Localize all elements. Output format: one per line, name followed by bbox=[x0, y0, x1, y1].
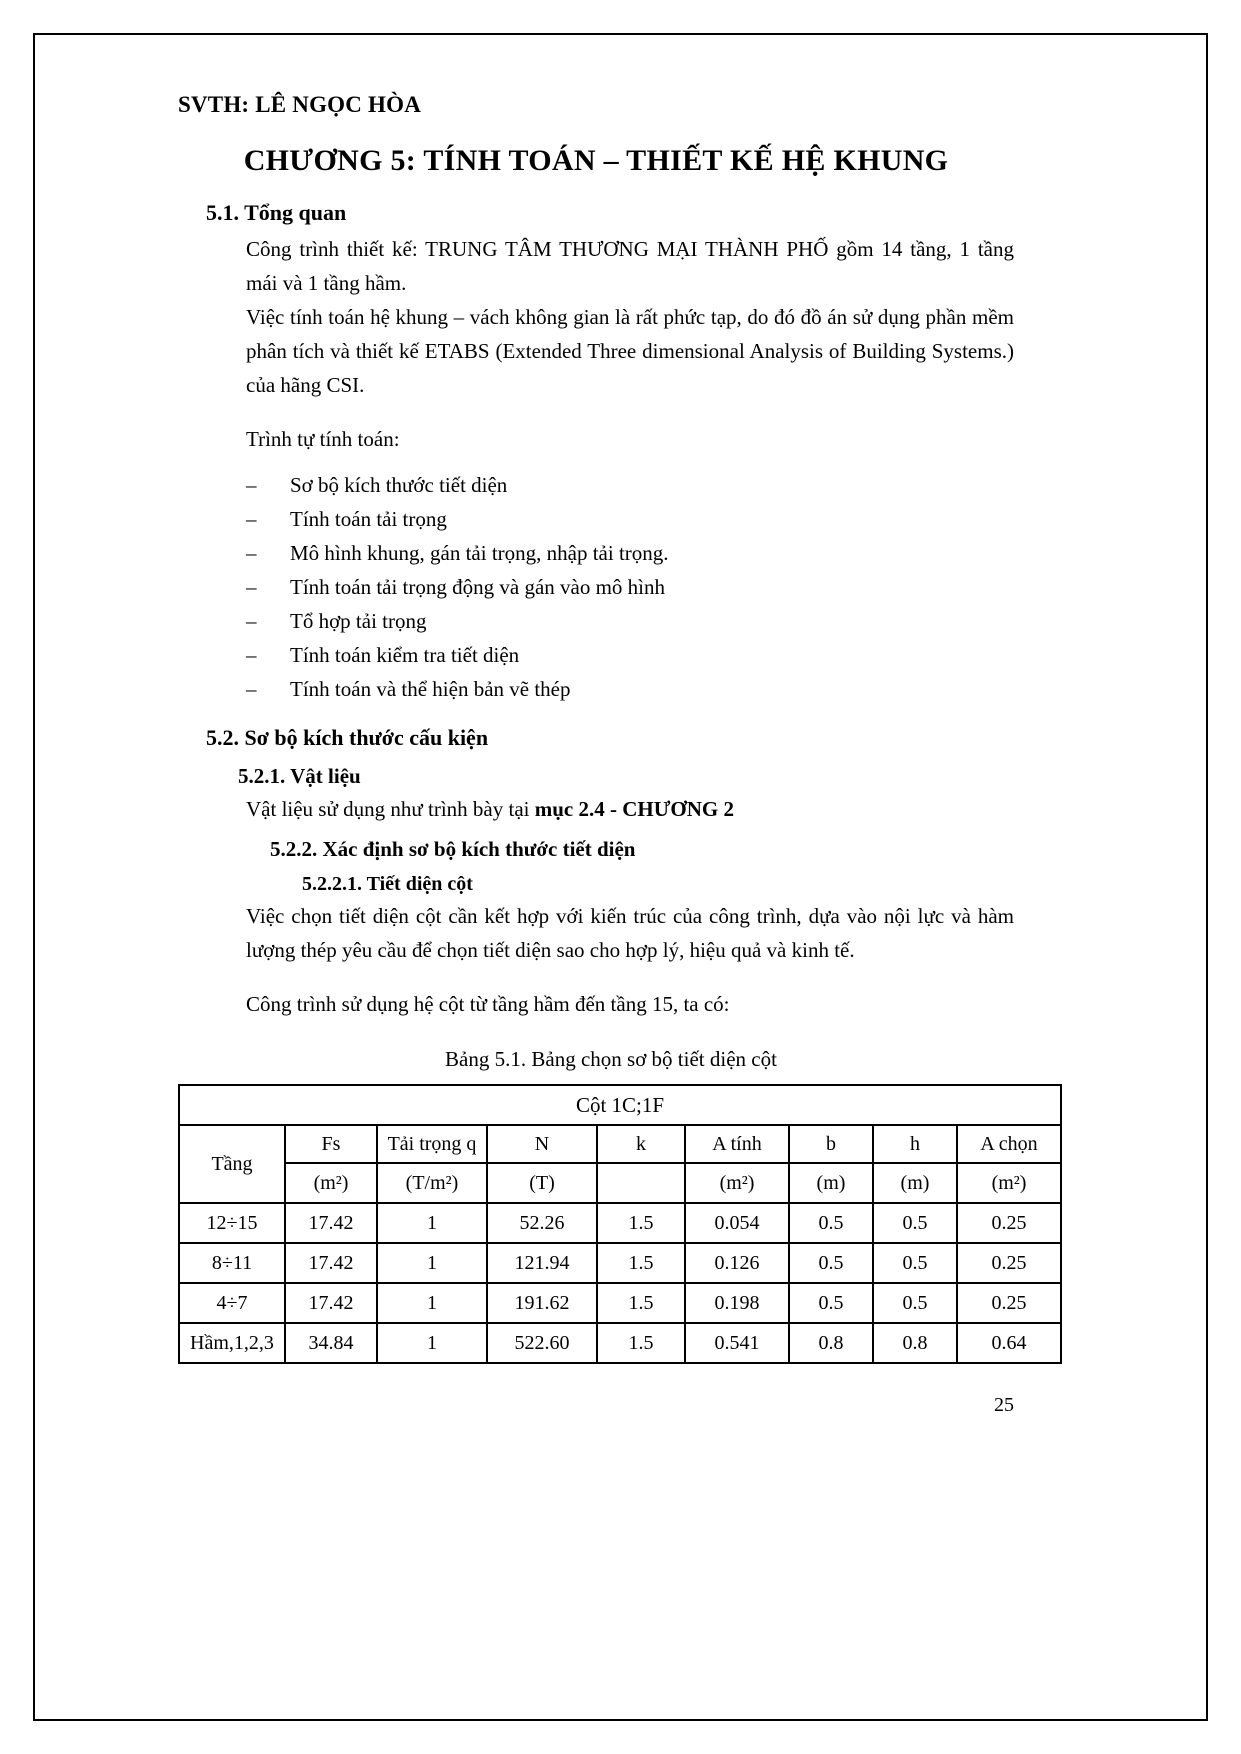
list-item-label: Tính toán tải trọng động và gán vào mô hình bbox=[290, 575, 666, 600]
cell-a-chon: 0.25 bbox=[957, 1203, 1061, 1243]
cell-fs: 17.42 bbox=[285, 1203, 377, 1243]
cell-k: 1.5 bbox=[597, 1323, 685, 1363]
table-header-n: N bbox=[487, 1125, 597, 1163]
cell-q: 1 bbox=[377, 1203, 487, 1243]
cell-tang: Hầm,1,2,3 bbox=[179, 1323, 285, 1363]
cell-h: 0.8 bbox=[873, 1323, 957, 1363]
column-section-table bbox=[178, 1084, 1062, 1364]
list-item bbox=[246, 604, 1014, 638]
cell-b: 0.5 bbox=[789, 1243, 873, 1283]
section-heading-5-1: 5.1. Tổng quan bbox=[206, 200, 347, 226]
dash-bullet-icon: – bbox=[246, 507, 257, 531]
cell-n: 191.62 bbox=[487, 1283, 597, 1323]
cell-fs: 17.42 bbox=[285, 1243, 377, 1283]
table-units-row bbox=[179, 1163, 1061, 1203]
list-item-label: Sơ bộ kích thước tiết diện bbox=[290, 472, 508, 497]
cell-b: 0.8 bbox=[789, 1323, 873, 1363]
cell-b: 0.5 bbox=[789, 1203, 873, 1243]
table-unit-fs: (m²) bbox=[285, 1163, 377, 1203]
table-caption: Bảng 5.1. Bảng chọn sơ bộ tiết diện cột bbox=[445, 1047, 777, 1072]
list-item bbox=[246, 570, 1014, 604]
table-unit-n: (T) bbox=[487, 1163, 597, 1203]
running-header-student-name: SVTH: LÊ NGỌC HÒA bbox=[178, 92, 422, 117]
list-item-label: Mô hình khung, gán tải trọng, nhập tải trọng. bbox=[290, 541, 669, 566]
table-header-b: b bbox=[789, 1125, 873, 1163]
section-heading-5-2-2: 5.2.2. Xác định sơ bộ kích thước tiết diện bbox=[270, 837, 636, 861]
table-unit-h: (m) bbox=[873, 1163, 957, 1203]
list-item-label: Tổ hợp tải trọng bbox=[290, 609, 427, 634]
cell-q: 1 bbox=[377, 1283, 487, 1323]
list-item bbox=[246, 536, 1014, 570]
table-title-cell: Cột 1C;1F bbox=[179, 1085, 1061, 1125]
table-header-k: k bbox=[597, 1125, 685, 1163]
paragraph-5-1-overview-1: Công trình thiết kế: TRUNG TÂM THƯƠNG MẠI THÀNH PHỐ gồm 14 tầng, 1 tầng mái và 1 tầng hầm. bbox=[246, 236, 1014, 295]
dash-bullet-icon: – bbox=[246, 575, 257, 600]
page-number: 25 bbox=[994, 1394, 1014, 1416]
calculation-sequence-list bbox=[178, 468, 1014, 706]
table-row bbox=[179, 1243, 1061, 1283]
paragraph-5-1-overview-2: Việc tính toán hệ khung – vách không gian là rất phức tạp, do đó đồ án sử dụng phần mềm phân tích và thiết kế ETABS (Extended Three dimensional Analysis of Building Systems.) của hãng CSI. bbox=[246, 304, 1014, 397]
cell-n: 121.94 bbox=[487, 1243, 597, 1283]
cell-q: 1 bbox=[377, 1323, 487, 1363]
table-row bbox=[179, 1203, 1061, 1243]
table-unit-a-chon: (m²) bbox=[957, 1163, 1061, 1203]
dash-bullet-icon: – bbox=[246, 609, 257, 634]
list-item-label: Tính toán kiểm tra tiết diện bbox=[290, 643, 520, 668]
table-header-tang: Tầng bbox=[179, 1125, 285, 1203]
table-header-row bbox=[179, 1125, 1061, 1163]
table-row bbox=[179, 1323, 1061, 1363]
cell-h: 0.5 bbox=[873, 1203, 957, 1243]
list-item bbox=[246, 468, 1014, 502]
table-header-a-tinh: A tính bbox=[685, 1125, 789, 1163]
list-item bbox=[246, 672, 1014, 706]
cell-a-tinh: 0.198 bbox=[685, 1283, 789, 1323]
page-content bbox=[178, 92, 1038, 1416]
paragraph-calculation-sequence-intro: Trình tự tính toán: bbox=[246, 426, 400, 451]
list-item-label: Tính toán và thể hiện bản vẽ thép bbox=[290, 677, 571, 702]
cell-tang: 4÷7 bbox=[179, 1283, 285, 1323]
table-header-tai-trong-q: Tải trọng q bbox=[377, 1125, 487, 1163]
cell-a-tinh: 0.126 bbox=[685, 1243, 789, 1283]
cell-a-chon: 0.64 bbox=[957, 1323, 1061, 1363]
cell-a-tinh: 0.541 bbox=[685, 1323, 789, 1363]
cell-a-chon: 0.25 bbox=[957, 1243, 1061, 1283]
cell-k: 1.5 bbox=[597, 1203, 685, 1243]
cell-h: 0.5 bbox=[873, 1243, 957, 1283]
paragraph-column-section-1: Việc chọn tiết diện cột cần kết hợp với kiến trúc của công trình, dựa vào nội lực và hàm lượng thép yêu cầu để chọn tiết diện sao cho hợp lý, hiệu quả và kinh tế. bbox=[246, 904, 1014, 963]
list-item-label: Tính toán tải trọng bbox=[290, 507, 447, 531]
section-heading-5-2-1: 5.2.1. Vật liệu bbox=[238, 763, 361, 788]
cell-a-chon: 0.25 bbox=[957, 1283, 1061, 1323]
section-heading-5-2-2-1: 5.2.2.1. Tiết diện cột bbox=[302, 873, 473, 896]
cell-k: 1.5 bbox=[597, 1243, 685, 1283]
table-header-fs: Fs bbox=[285, 1125, 377, 1163]
table-title-row bbox=[179, 1085, 1061, 1125]
table-unit-a-tinh: (m²) bbox=[685, 1163, 789, 1203]
dash-bullet-icon: – bbox=[246, 643, 257, 668]
cell-n: 522.60 bbox=[487, 1323, 597, 1363]
cell-n: 52.26 bbox=[487, 1203, 597, 1243]
list-item bbox=[246, 638, 1014, 672]
cell-a-tinh: 0.054 bbox=[685, 1203, 789, 1243]
cell-tang: 12÷15 bbox=[179, 1203, 285, 1243]
dash-bullet-icon: – bbox=[246, 472, 257, 497]
table-unit-k bbox=[597, 1163, 685, 1203]
table-header-h: h bbox=[873, 1125, 957, 1163]
paragraph-5-2-1-material bbox=[178, 792, 1014, 826]
list-item bbox=[246, 502, 1014, 536]
dash-bullet-icon: – bbox=[246, 541, 257, 566]
table-unit-tai-trong-q: (T/m²) bbox=[377, 1163, 487, 1203]
dash-bullet-icon: – bbox=[246, 677, 257, 702]
cell-k: 1.5 bbox=[597, 1283, 685, 1323]
table-unit-b: (m) bbox=[789, 1163, 873, 1203]
chapter-title: CHƯƠNG 5: TÍNH TOÁN – THIẾT KẾ HỆ KHUNG bbox=[243, 144, 949, 178]
cell-tang: 8÷11 bbox=[179, 1243, 285, 1283]
material-reference-bold: mục 2.4 - CHƯƠNG 2 bbox=[534, 796, 735, 821]
cell-b: 0.5 bbox=[789, 1283, 873, 1323]
table-row bbox=[179, 1283, 1061, 1323]
section-heading-5-2: 5.2. Sơ bộ kích thước cấu kiện bbox=[206, 725, 489, 751]
cell-h: 0.5 bbox=[873, 1283, 957, 1323]
paragraph-column-section-2: Công trình sử dụng hệ cột từ tầng hầm đến tầng 15, ta có: bbox=[246, 992, 730, 1017]
cell-fs: 34.84 bbox=[285, 1323, 377, 1363]
cell-fs: 17.42 bbox=[285, 1283, 377, 1323]
cell-q: 1 bbox=[377, 1243, 487, 1283]
table-header-a-chon: A chọn bbox=[957, 1125, 1061, 1163]
material-text-prefix: Vật liệu sử dụng như trình bày tại bbox=[246, 796, 535, 821]
